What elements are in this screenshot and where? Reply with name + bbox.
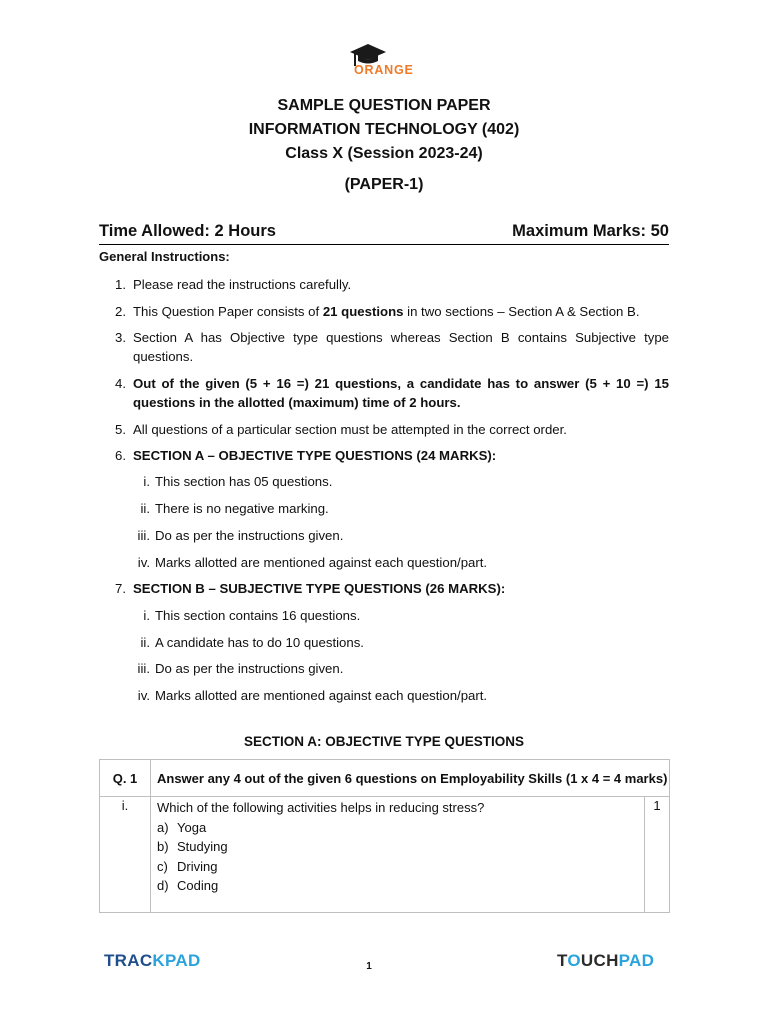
table-row: [100, 797, 670, 913]
item-number: 2.: [115, 304, 126, 319]
paper-title: SAMPLE QUESTION PAPER: [277, 97, 491, 114]
logo-part: TRAC: [104, 951, 153, 970]
logo-part: PAD: [618, 951, 655, 970]
sub-item-text: Do as per the instructions given.: [155, 661, 344, 676]
question-text: Which of the following activities helps in reducing stress?: [157, 800, 485, 815]
class-session: Class X (Session 2023-24): [285, 145, 483, 162]
question-number: Q. 1: [100, 760, 151, 797]
sub-question-number: i.: [100, 797, 151, 913]
logo-text: ORANGE: [354, 63, 414, 77]
sub-item-text: This section has 05 questions.: [155, 474, 333, 489]
time-allowed: Time Allowed: 2 Hours: [99, 222, 276, 240]
sub-item-number: i.: [143, 608, 150, 623]
option-label: c): [157, 858, 168, 874]
item-text: SECTION A – OBJECTIVE TYPE QUESTIONS (24 MARKS):: [133, 448, 497, 463]
item-number: 5.: [115, 422, 126, 437]
item-text-part: This Question Paper consists of: [133, 304, 323, 319]
paper-number: (PAPER-1): [344, 176, 424, 193]
option-label: b): [157, 839, 169, 854]
question-heading: Answer any 4 out of the given 6 questions on Employability Skills (1 x 4 = 4 marks): [151, 760, 670, 797]
option-text: Yoga: [177, 819, 207, 835]
item-text: Please read the instructions carefully.: [133, 277, 352, 292]
sub-item-text: Do as per the instructions given.: [155, 528, 344, 543]
item-text: Section A has Objective type questions whereas Section B contains Subjective type questions.: [133, 330, 669, 364]
logo-part: UCH: [580, 951, 619, 970]
question-header-row: [100, 760, 670, 797]
question-marks: 1: [645, 797, 670, 913]
item-number: 1.: [115, 277, 126, 292]
item-text: [133, 302, 669, 321]
item-text: Out of the given (5 + 16 =) 21 questions, a candidate has to answer (5 + 10 =) 15 questions in the allotted (maximum) time of 2 hours.: [133, 376, 669, 410]
sub-item-number: iv.: [137, 555, 150, 570]
item-text: SECTION B – SUBJECTIVE TYPE QUESTIONS (26 MARKS):: [133, 581, 506, 596]
orange-logo: [346, 40, 426, 80]
sub-item-text: This section contains 16 questions.: [155, 608, 361, 623]
touchpad-logo: [557, 951, 654, 971]
option-label: a): [157, 819, 169, 835]
sub-item-number: i.: [143, 474, 150, 489]
option-item: [157, 876, 639, 896]
exam-meta-row: [99, 222, 669, 245]
item-text-part: in two sections – Section A & Section B.: [403, 304, 640, 319]
general-instructions-heading: General Instructions:: [99, 249, 230, 264]
sub-item-text: There is no negative marking.: [155, 501, 329, 516]
sub-item-number: iii.: [137, 528, 150, 543]
logo-part: O: [567, 951, 581, 970]
logo-part: T: [557, 951, 568, 970]
option-text: Coding: [177, 878, 219, 893]
page-number: 1: [366, 961, 372, 972]
item-number: 6.: [115, 448, 126, 463]
sub-item-text: Marks allotted are mentioned against each question/part.: [155, 688, 488, 703]
option-item: [157, 818, 639, 838]
option-item: [157, 837, 639, 857]
sub-item-number: iii.: [137, 661, 150, 676]
option-item: [157, 857, 639, 877]
sub-item-number: ii.: [140, 635, 150, 650]
subject-title: INFORMATION TECHNOLOGY (402): [248, 121, 520, 138]
item-text: All questions of a particular section must be attempted in the correct order.: [133, 422, 567, 437]
item-text-bold: 21 questions: [322, 304, 404, 319]
maximum-marks: Maximum Marks: 50: [512, 222, 669, 240]
option-label: d): [157, 878, 169, 893]
sub-item-number: iv.: [137, 688, 150, 703]
sub-item-text: Marks allotted are mentioned against each question/part.: [155, 555, 488, 570]
sub-item-number: ii.: [140, 501, 150, 516]
option-text: Studying: [177, 839, 228, 854]
item-number: 3.: [115, 330, 126, 345]
question-table: [99, 759, 670, 913]
item-number: 7.: [115, 581, 126, 596]
option-text: Driving: [177, 858, 218, 874]
logo-part: KPAD: [152, 951, 201, 970]
section-a-title: SECTION A: OBJECTIVE TYPE QUESTIONS: [243, 734, 525, 749]
item-number: 4.: [115, 376, 126, 391]
question-body: [151, 797, 645, 913]
sub-item-text: A candidate has to do 10 questions.: [155, 635, 364, 650]
